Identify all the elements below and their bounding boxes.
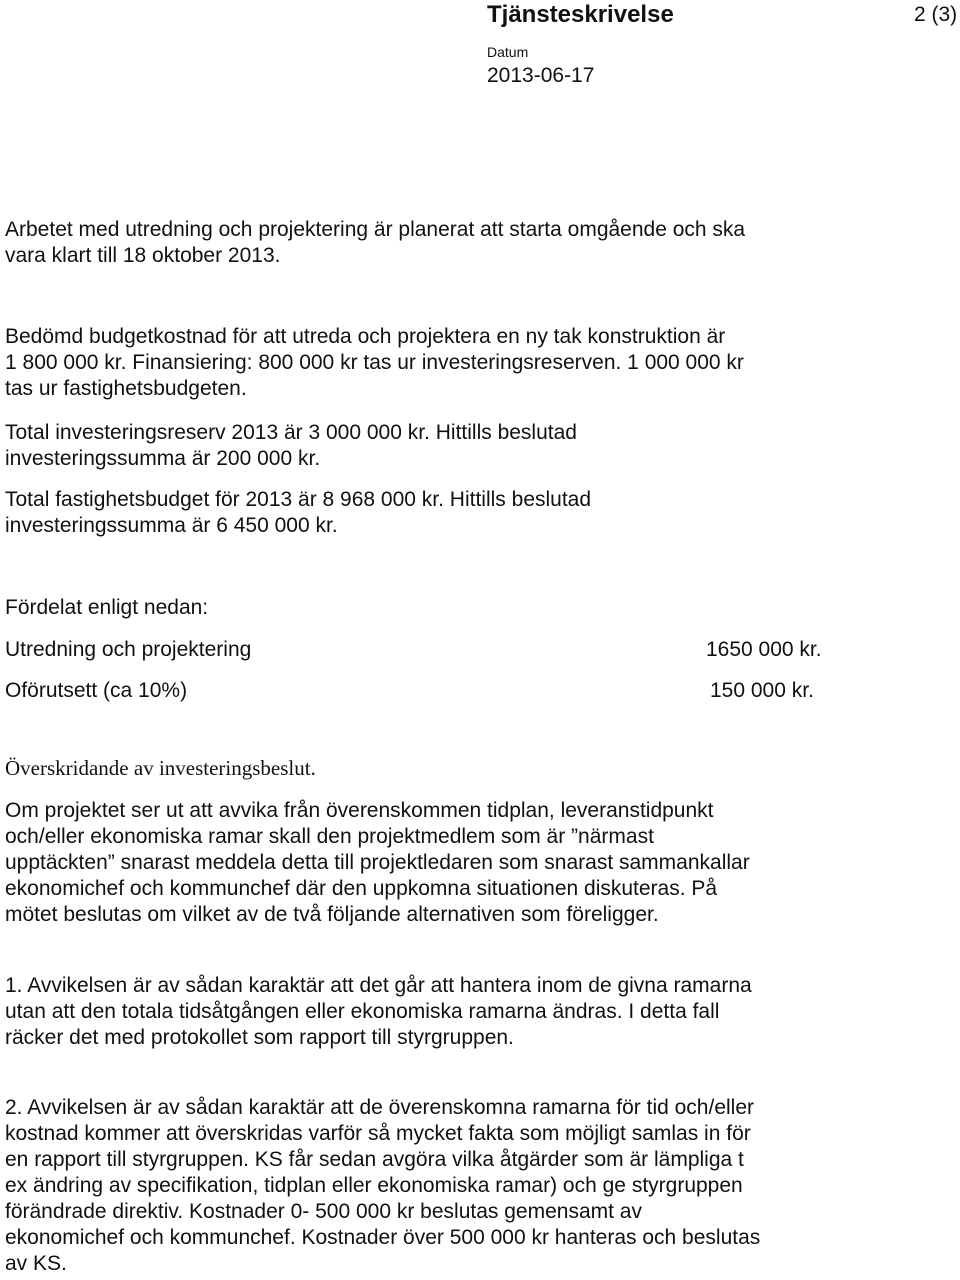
- text-line: och/eller ekonomiska ramar skall den projektmedlem som är ”närmast: [5, 825, 654, 848]
- text-line: en rapport till styrgruppen. KS får sedan avgöra vilka åtgärder som är lämpliga t: [5, 1148, 744, 1171]
- text-line: investeringssumma är 6 450 000 kr.: [5, 514, 338, 537]
- text-line: av KS.: [5, 1252, 67, 1275]
- paragraph-schedule: [5, 217, 955, 269]
- document-title: Tjänsteskrivelse: [487, 1, 674, 28]
- text-line: räcker det med protokollet som rapport till styrgruppen.: [5, 1026, 514, 1049]
- paragraph-deviation: [5, 798, 955, 928]
- text-line: 2. Avvikelsen är av sådan karaktär att de överenskomna ramarna för tid och/eller: [5, 1096, 754, 1119]
- text-line: 1 800 000 kr. Finansiering: 800 000 kr tas ur investeringsreserven. 1 000 000 kr: [5, 351, 744, 374]
- text-line: ekonomichef och kommunchef där den uppkomna situationen diskuteras. På: [5, 877, 718, 900]
- paragraph-budget: [5, 324, 955, 402]
- text-line: Total investeringsreserv 2013 är 3 000 000 kr. Hittills beslutad: [5, 421, 577, 444]
- allocation-label: Oförutsett (ca 10%): [5, 679, 188, 702]
- distribution-intro: Fördelat enligt nedan:: [5, 596, 209, 619]
- text-line: kostnad kommer att överskridas varför så mycket fakta som möjligt samlas in för: [5, 1122, 751, 1145]
- text-line: ekonomichef och kommunchef. Kostnader över 500 000 kr hanteras och beslutas: [5, 1226, 761, 1249]
- date-label: Datum: [487, 44, 529, 60]
- text-line: Arbetet med utredning och projektering är planerat att starta omgående och ska: [5, 218, 746, 241]
- text-line: mötet beslutas om vilket av de två följande alternativen som föreligger.: [5, 903, 659, 926]
- text-line: ex ändring av specifikation, tidplan eller ekonomiska ramar) och ge styrgruppen: [5, 1174, 743, 1197]
- allocation-amount: 1650 000 kr.: [706, 638, 822, 661]
- date-value: 2013-06-17: [487, 64, 595, 87]
- allocation-amount: 150 000 kr.: [710, 679, 814, 702]
- paragraph-alternative-2: [5, 1095, 955, 1277]
- paragraph-investment-reserve: [5, 420, 955, 472]
- text-line: 1. Avvikelsen är av sådan karaktär att det går att hantera inom de givna ramarna: [5, 974, 752, 997]
- text-line: vara klart till 18 oktober 2013.: [5, 244, 281, 267]
- text-line: Bedömd budgetkostnad för att utreda och projektera en ny tak konstruktion är: [5, 325, 726, 348]
- allocation-label: Utredning och projektering: [5, 638, 252, 661]
- page-number: 2 (3): [914, 3, 958, 26]
- text-line: upptäckten” snarast meddela detta till projektledaren som snarast sammankallar: [5, 851, 750, 874]
- section-heading: Överskridande av investeringsbeslut.: [5, 756, 316, 780]
- text-line: tas ur fastighetsbudgeten.: [5, 377, 247, 400]
- text-line: investeringssumma är 200 000 kr.: [5, 447, 321, 470]
- text-line: Total fastighetsbudget för 2013 är 8 968 000 kr. Hittills beslutad: [5, 488, 592, 511]
- text-line: utan att den totala tidsåtgången eller ekonomiska ramarna ändras. I detta fall: [5, 1000, 720, 1023]
- paragraph-property-budget: [5, 487, 955, 539]
- text-line: Om projektet ser ut att avvika från överenskommen tidplan, leveranstidpunkt: [5, 799, 714, 822]
- text-line: förändrade direktiv. Kostnader 0- 500 000 kr beslutas gemensamt av: [5, 1200, 642, 1223]
- paragraph-alternative-1: [5, 973, 955, 1051]
